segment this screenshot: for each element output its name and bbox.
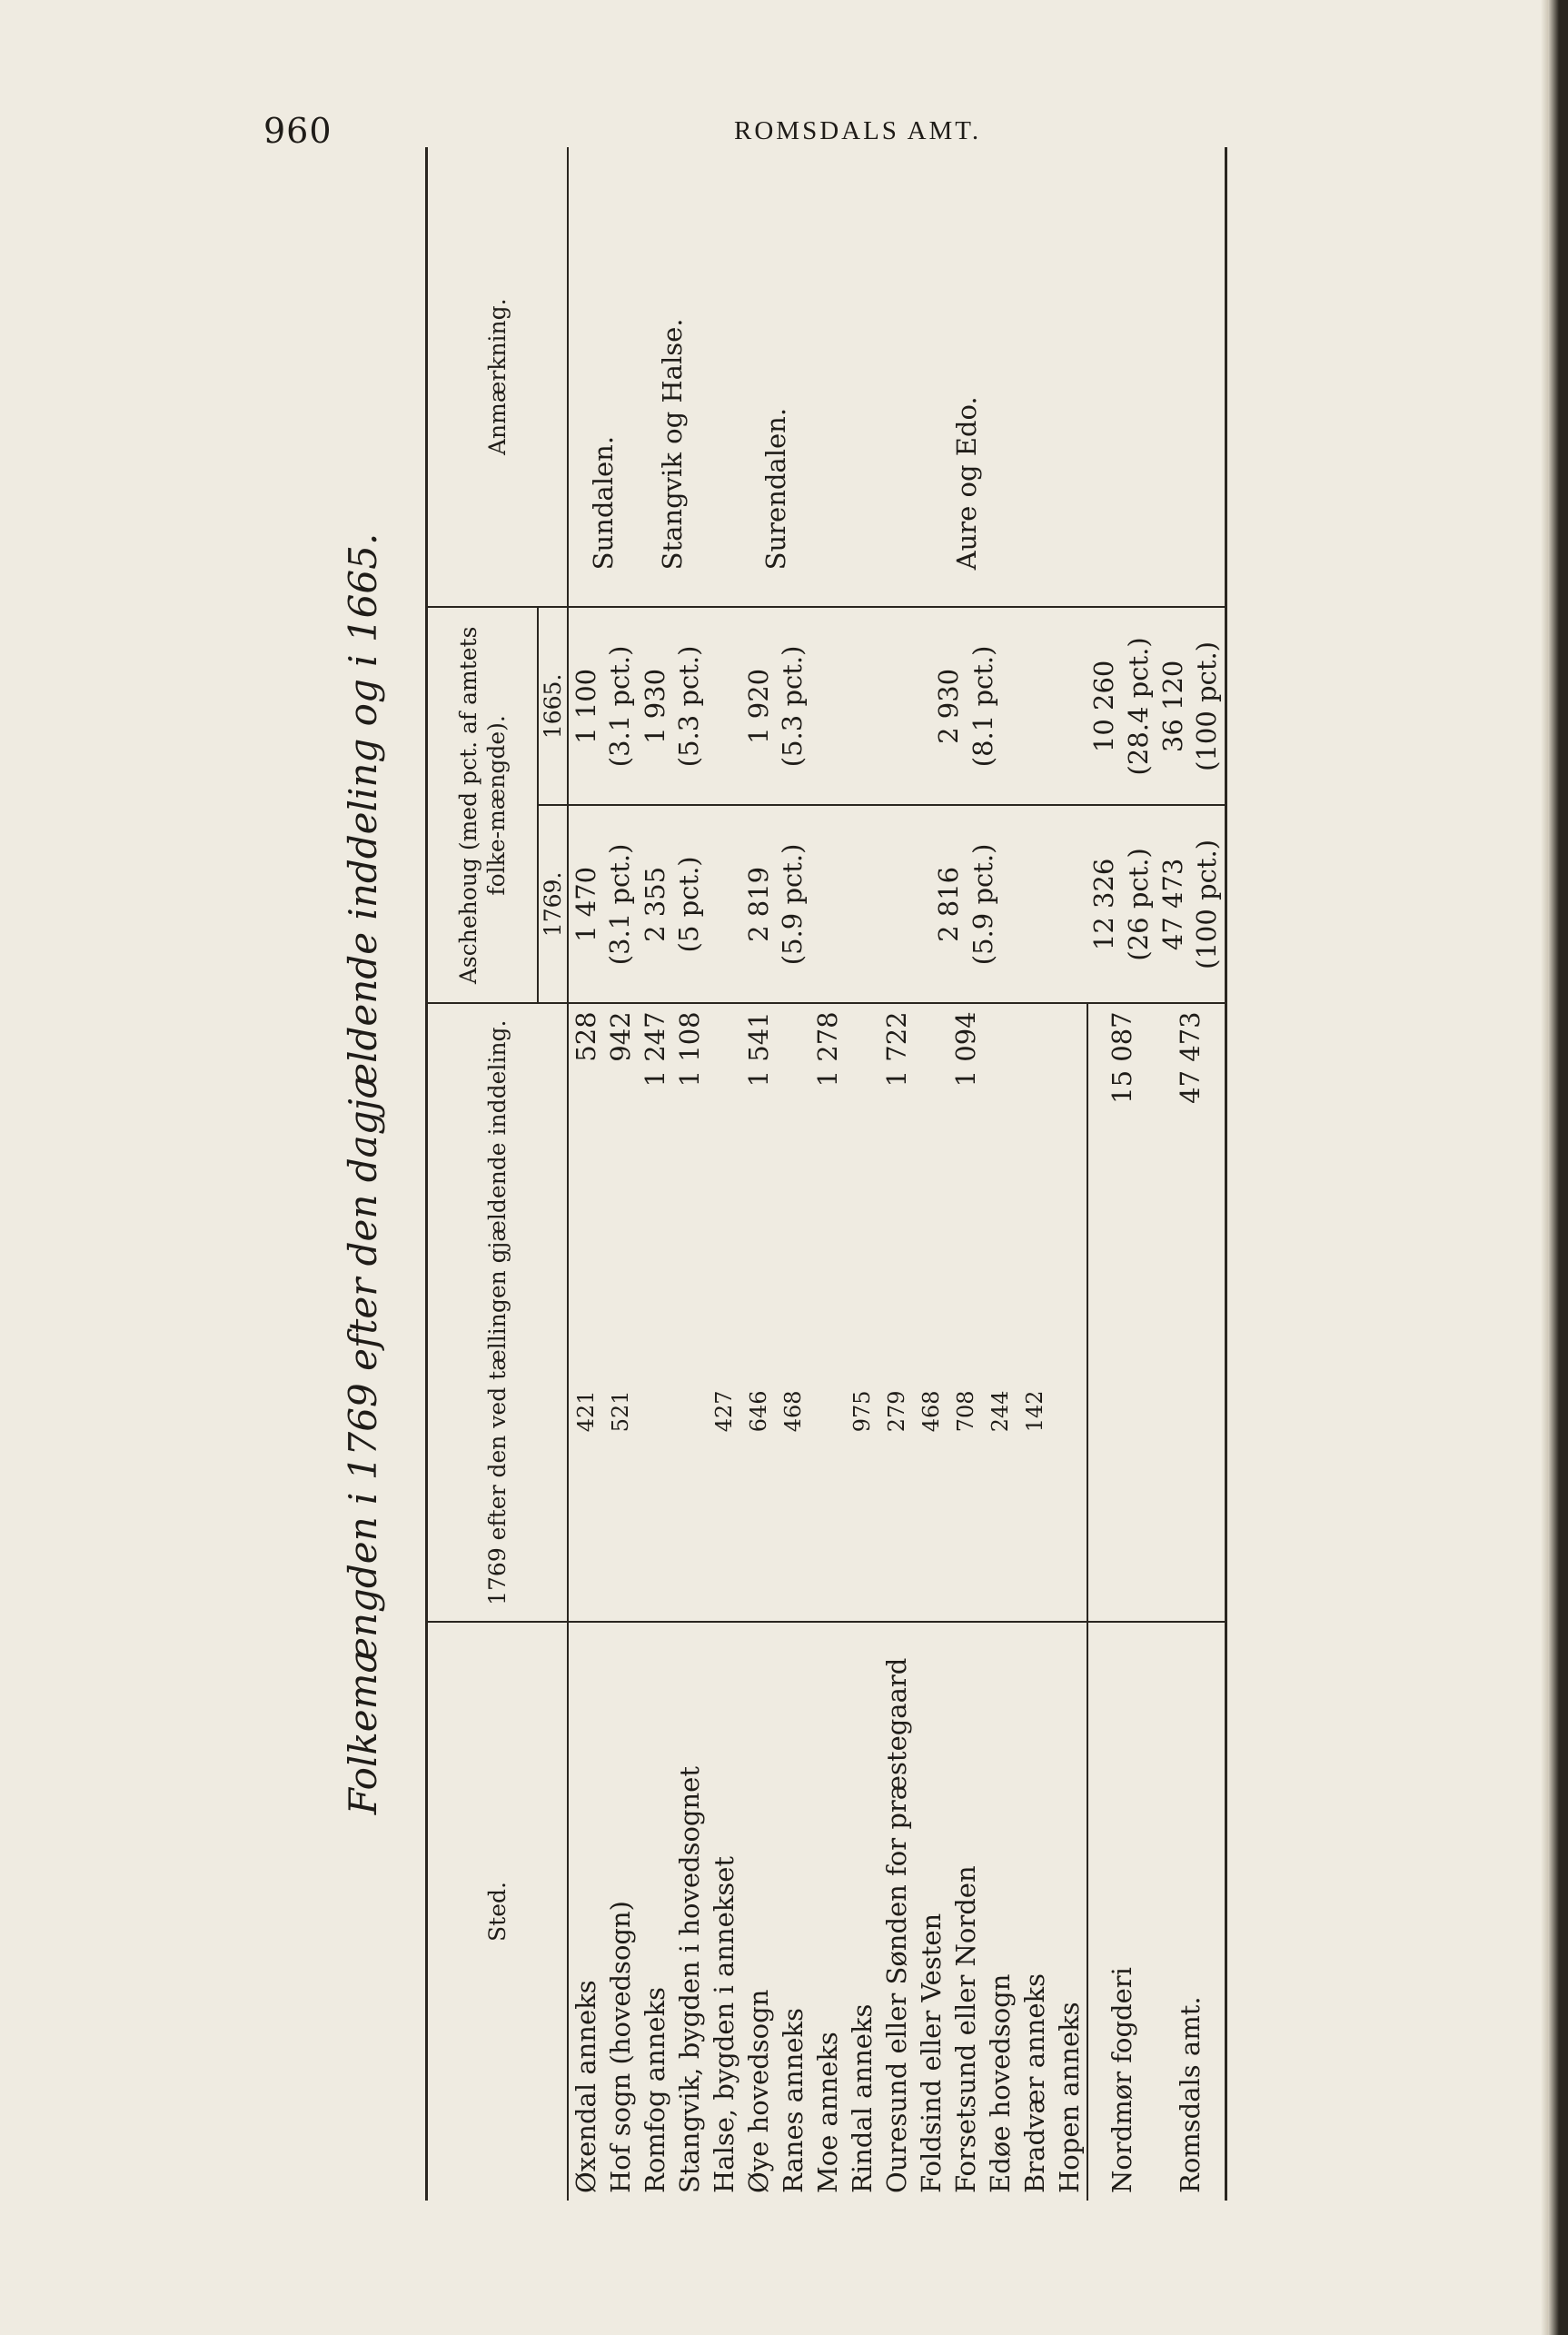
row-place-name: Edøe hovedsogn — [983, 1622, 1017, 2201]
group-1769-pct: (5 pct.) — [673, 856, 705, 953]
row-place-name: Øye hovedsogn — [741, 1622, 776, 2201]
group-1665-count: 2 930 — [933, 668, 965, 744]
row-value-subdivision: 521 — [608, 1390, 634, 1433]
group-1665-value — [638, 607, 707, 805]
row-place-name: Hof sogn (hovedsogn) — [603, 1622, 638, 2201]
group-1769-count: 2 355 — [639, 866, 670, 942]
group-1665-pct: (5.3 pct.) — [673, 645, 705, 768]
row-place-name: Rindal anneks — [845, 1622, 879, 2201]
group-1769-count: 2 819 — [742, 866, 774, 942]
total-1665-count: 36 120 — [1156, 660, 1188, 753]
row-value-total — [914, 1003, 948, 1383]
row-place-name: Bradvær anneks — [1017, 1622, 1052, 2201]
population-table — [425, 147, 1227, 2201]
page-edge-shadow — [1541, 0, 1548, 2335]
total-name: Romsdals amt. — [1156, 1622, 1226, 2201]
row-value-subdivision: 975 — [849, 1390, 876, 1433]
total-1769-pct: (26 pct.) — [1122, 848, 1154, 961]
row-place-name: Øxendal anneks — [568, 1622, 603, 2201]
total-1665-pct: (28.4 pct.) — [1122, 637, 1154, 776]
row-value-total: 1 247 — [638, 1003, 672, 1383]
row-value-subdivision: 142 — [1022, 1390, 1048, 1433]
row-value-subdivision — [638, 1383, 672, 1622]
group-1665-value — [845, 607, 1087, 805]
total-1665 — [1087, 607, 1156, 805]
header-sted: Sted. — [427, 1622, 569, 2201]
row-place-name: Romfog anneks — [638, 1622, 672, 2201]
row-place-name: Forsetsund eller Norden — [948, 1622, 983, 2201]
row-place-name: Hopen anneks — [1052, 1622, 1087, 2201]
total-note — [1156, 147, 1226, 607]
row-value-total: 1 094 — [948, 1003, 983, 1383]
total-value: 47 473 — [1156, 1003, 1226, 1622]
table-row — [707, 147, 741, 2201]
header-1769-inddeling: 1769 efter den ved tællingen gjældende inddeling. — [427, 1003, 569, 1622]
group-1769-value — [707, 805, 845, 1003]
total-row — [1156, 147, 1226, 2201]
group-1769-value — [845, 805, 1087, 1003]
row-value-total: 528 — [568, 1003, 603, 1383]
row-place-name: Halse, bygden i annekset — [707, 1622, 741, 2201]
group-note: Aure og Edo. — [950, 396, 982, 571]
total-1665-pct: (100 pct.) — [1191, 641, 1223, 771]
header-anmaerkning: Anmærkning. — [427, 147, 569, 607]
table-header-row — [427, 147, 539, 2201]
row-value-subdivision: 468 — [780, 1390, 807, 1433]
running-head: ROMSDALS AMT. — [734, 116, 982, 145]
total-1665-count: 10 260 — [1088, 660, 1120, 753]
group-note: Stangvik og Halse. — [657, 318, 689, 571]
table-row — [568, 147, 603, 2201]
row-value-total — [983, 1003, 1017, 1383]
row-value-total: 1 722 — [879, 1003, 914, 1383]
row-value-subdivision — [1052, 1383, 1087, 1622]
header-year-1769: 1769. — [538, 805, 568, 1003]
row-value-subdivision: 708 — [953, 1390, 979, 1433]
total-1769-count: 47 473 — [1156, 858, 1188, 951]
row-place-name: Foldsind eller Vesten — [914, 1622, 948, 2201]
table-row — [638, 147, 672, 2201]
group-1665-pct: (3.1 pct.) — [604, 645, 636, 768]
table-row — [845, 147, 879, 2201]
row-value-subdivision: 468 — [918, 1390, 945, 1433]
group-1769-count: 2 816 — [933, 866, 965, 942]
row-value-total — [1052, 1003, 1087, 1383]
table-body — [568, 147, 1226, 2201]
total-value: 15 087 — [1087, 1003, 1156, 1622]
rotated-table-container — [327, 147, 1390, 2201]
row-place-name: Ranes anneks — [776, 1622, 810, 2201]
total-note — [1087, 147, 1156, 607]
group-1665-pct: (5.3 pct.) — [777, 645, 809, 768]
group-1769-pct: (5.9 pct.) — [967, 843, 998, 966]
total-1769-count: 12 326 — [1088, 858, 1120, 951]
total-name: Nordmør fogderi — [1087, 1622, 1156, 2201]
row-place-name: Moe anneks — [810, 1622, 845, 2201]
row-place-name: Ouresund eller Sønden for præstegaard — [879, 1622, 914, 2201]
total-row — [1087, 147, 1156, 2201]
row-value-total: 1 278 — [810, 1003, 845, 1383]
group-1769-value — [568, 805, 638, 1003]
table-title: Folkemængden i 1769 efter den dagjældende inddeling og i 1665. — [341, 532, 385, 1815]
total-1769-pct: (100 pct.) — [1191, 839, 1223, 969]
group-note: Surendalen. — [760, 407, 792, 571]
row-value-total: 942 — [603, 1003, 638, 1383]
row-value-total — [845, 1003, 879, 1383]
group-1665-pct: (8.1 pct.) — [967, 645, 998, 768]
group-1665-count: 1 930 — [639, 668, 670, 744]
page-number: 960 — [263, 111, 332, 151]
group-1665-count: 1 100 — [570, 668, 601, 744]
row-value-total — [1017, 1003, 1052, 1383]
total-1769 — [1087, 805, 1156, 1003]
header-year-1665: 1665. — [538, 607, 568, 805]
row-value-subdivision: 421 — [573, 1390, 600, 1433]
group-1665-value — [568, 607, 638, 805]
row-value-total — [707, 1003, 741, 1383]
row-value-subdivision: 244 — [987, 1390, 1014, 1433]
row-value-subdivision — [672, 1383, 707, 1622]
row-place-name: Stangvik, bygden i hovedsognet — [672, 1622, 707, 2201]
group-1769-pct: (3.1 pct.) — [604, 843, 636, 966]
group-1769-value — [638, 805, 707, 1003]
header-ascheoug: Aschehoug (med pct. af amtets folke-mængde). — [427, 607, 539, 1003]
group-note: Sundalen. — [588, 435, 620, 571]
group-1665-value — [707, 607, 845, 805]
row-value-subdivision — [810, 1383, 845, 1622]
group-1769-pct: (5.9 pct.) — [777, 843, 809, 966]
page-edge — [1548, 0, 1568, 2335]
row-value-subdivision: 279 — [884, 1390, 910, 1433]
row-value-total: 1 541 — [741, 1003, 776, 1383]
total-1665 — [1156, 607, 1226, 805]
total-1769 — [1156, 805, 1226, 1003]
row-value-subdivision: 646 — [746, 1390, 772, 1433]
group-1769-count: 1 470 — [570, 866, 601, 942]
row-value-total — [776, 1003, 810, 1383]
group-1665-count: 1 920 — [742, 668, 774, 744]
row-value-total: 1 108 — [672, 1003, 707, 1383]
row-value-subdivision: 427 — [711, 1390, 738, 1433]
